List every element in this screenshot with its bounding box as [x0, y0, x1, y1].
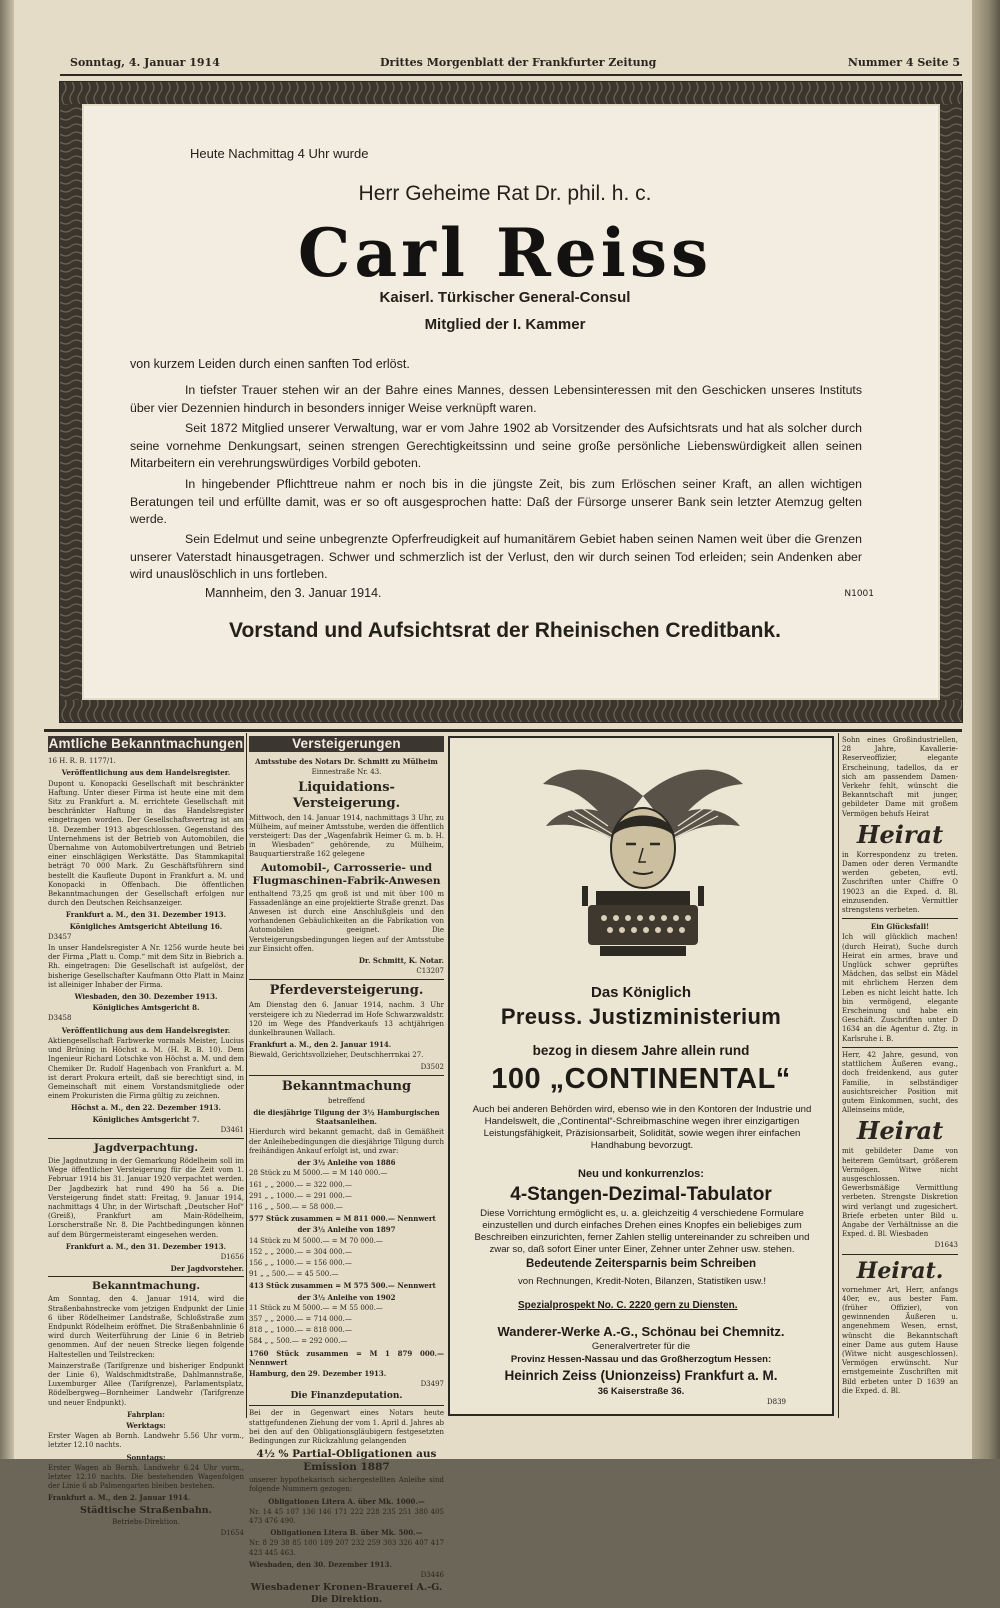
notice-text: unserer hypothekarisch sichergestellten Anleihe sind folgende Nummern gezogen:	[249, 1476, 444, 1494]
notice-heading: Werktags:	[126, 1421, 166, 1430]
obituary-death-line: von kurzem Leiden durch einen sanften Tod erlöst.	[130, 357, 410, 371]
loan-row: 14 Stück zu M 5000.— = M 70 000.—	[249, 1236, 383, 1245]
loan-row: 11 Stück zu M 5000.— = M 55 000.—	[249, 1303, 383, 1312]
obituary-ad-code: N1001	[844, 589, 874, 599]
obligations-title: 4½ % Partial-Obligationen aus Emission 1887	[256, 1448, 437, 1474]
notice-code: D3457	[48, 932, 72, 941]
obituary-honorific: Herr Geheime Rat Dr. phil. h. c.	[358, 182, 652, 205]
loan-total-row: 413 Stück zusammen = M 575 500.— Nennwert	[249, 1281, 436, 1291]
ad-paragraph: Auch bei anderen Behörden wird, ebenso wie in den Kontoren der Industrie und Handelswelt, die „Continental“-Schreibmaschine wegen ihrer einzigartigen Leistungsfähigkeit, Präzisionsarbeit, Solidität, sowie wegen ihrer einfachen Handhabung bevorzugt.	[472, 1104, 812, 1151]
notice-signature: Wiesbadener Kronen-Brauerei A.-G.	[250, 1582, 443, 1594]
personal-ad-title: Heirat	[856, 819, 944, 849]
ad-code: D839	[767, 1398, 786, 1406]
notice-divider	[48, 1138, 244, 1139]
obituary-title-consul: Kaiserl. Türkischer General-Consul	[379, 289, 631, 306]
auction-text: Am Dienstag den 6. Januar 1914, nachm. 3 Uhr versteigere ich zu Niederrad im Hofe Schwarzwaldstr. 120 im Wege des Pfandverkaufs 13 achtjährigen dunkelbraunen Wallach.	[249, 1001, 444, 1038]
header-rule	[60, 74, 962, 76]
auction-code: C13207	[416, 967, 444, 976]
ad-line: Bedeutende Zeitersparnis beim Schreiben	[525, 1258, 757, 1270]
notice-text: Mainzerstraße (Tarifgrenze und bisheriger Endpunkt der Linie 6), Waldschmidtstraße, Dahlmannstraße, Luxemburger Allee (Tarifgrenze), Parlamentsplatz, Rödelbergweg—Bornheimer Landwehr (Tarifgrenze und neuer Endpunkt).	[48, 1361, 244, 1407]
ad-line: Das Königlich	[590, 984, 691, 1001]
right-page-edge	[972, 0, 1000, 1459]
ad-representative: Heinrich Zeiss (Unionzeiss) Frankfurt a. M.	[504, 1368, 778, 1383]
obituary-paragraph-1: In tiefster Trauer stehen wir an der Bahre eines Mannes, dessen Lebensinteressen mit den Geschicken unseres Instituts über vier Dezennien hindurch in besonders inniger Weise verknüpft waren.	[130, 383, 862, 415]
notice-subtitle: betreffend	[327, 1096, 366, 1105]
notice-divider	[48, 1276, 244, 1277]
column-rule	[246, 733, 247, 1418]
personal-ad-divider	[842, 918, 958, 919]
ad-company: Wanderer-Werke A.-G., Schönau bei Chemnitz.	[497, 1324, 785, 1339]
notice-code: D1656	[220, 1252, 244, 1261]
loan-row: 161 „ „ 2000.— = 322 000.—	[249, 1180, 352, 1189]
ad-product-name: 100 „CONTINENTAL“	[491, 1063, 791, 1095]
ad-line: bezog in diesem Jahre allein rund	[532, 1043, 750, 1058]
ad-paragraph: Diese Vorrichtung ermöglicht es, u. a. gleichzeitig 4 verschiedene Formulare einzustellen und durch einfaches Drehen eines Knopfes ein beliebiges zum Beschreiben einzurichten, ferner Zahlen stellig untereinander zu schreiben und zwar so, daß sofort Einer unter Einer, Zehner unter Zehner usw. stehen.	[474, 1208, 810, 1255]
personal-ad-title: Heirat.	[856, 1257, 944, 1284]
notice-text: Erster Wagen ab Bornh. Landwehr 5.56 Uhr vorm., letzter 12.10 nachts.	[48, 1432, 244, 1450]
notice-signature: Die Direktion.	[310, 1595, 383, 1606]
notice-heading: Jagdverpachtung.	[93, 1141, 199, 1154]
personal-ad-title: Heirat	[856, 1116, 944, 1146]
notice-heading: Fahrplan:	[127, 1409, 165, 1419]
personal-ad-text: Sohn eines Großindustriellen, 28 Jahre, Kavallerie-Reserveoffizier, elegante Erscheinung, tadellos, da er sich am passendem Damen-Verkehr fehlt, wünscht die Bekanntschaft mit junger, gebildeter Dame mit großem Vermögen behufs Heirat	[842, 736, 958, 818]
continental-typewriter-ad	[448, 736, 834, 1416]
notice-text: Bei der in Gegenwart eines Notars heute stattgefundenen Ziehung der vom 1. April d. Jahres ab bei den auf den Obligationsgläubigern festgesetzten Bedingungen zur Rückzahlung gelangenden	[249, 1409, 444, 1445]
obligations-heading: Obligationen Litera A. über Mk. 1000.—	[268, 1496, 425, 1506]
header-masthead: Drittes Morgenblatt der Frankfurter Zeitung	[380, 56, 657, 69]
notice-heading: Sonntags:	[126, 1452, 166, 1462]
personal-ad-heading: Ein Glücksfall!	[870, 922, 930, 932]
left-page-edge	[0, 0, 14, 1459]
auctions-column	[249, 734, 444, 1608]
loan-table-1897	[249, 1237, 444, 1291]
obligations-numbers: Nr. 14 45 107 136 146 171 222 228 235 251 380 405 473 476 490.	[249, 1507, 444, 1525]
notice-title: Bekanntmachung	[281, 1078, 412, 1094]
notice-code: D1654	[220, 1528, 244, 1537]
notice-heading: Veröffentlichung aus dem Handelsregister.	[61, 1025, 231, 1035]
column-rule	[838, 733, 839, 1418]
ad-headline: Preuss. Justizministerium	[500, 1004, 782, 1029]
loan-row: 357 „ „ 2000.— = 714 000.—	[249, 1314, 352, 1323]
notice-text: Aktiengesellschaft Farbwerke vormals Meister, Lucius und Brüning in Höchst a. M. (H. R. B. 10). Dem Ingenieur Richard Lotschke von Höchst a. M. und dem Chemiker Dr. Rudolf Hagenbach von Frankfurt a. M. ist derart Prokura erteilt, daß sie berechtigt sind, in Gemeinschaft mit einem Vorstandsmitgliede oder einem Prokuristen die Firma gültig zu zeichnen.	[48, 1036, 244, 1101]
notice-signature: Städtische Straßenbahn.	[80, 1504, 212, 1516]
official-notices-column	[48, 734, 244, 1540]
obituary-place-date: Mannheim, den 3. Januar 1914.	[205, 586, 382, 600]
notice-text: In unser Handelsregister A Nr. 1256 wurde heute bei der Firma „Platt u. Comp.“ mit dem Sitz in Biebrich a. Rh. eingetragen: Die Gesellschaft ist aufgelöst, der bisherige Gesellschafter Kaufmann Otto Platt in Mainz ist alleiniger Inhaber der Firma.	[48, 944, 244, 989]
notice-code: D3497	[420, 1380, 444, 1389]
notice-heading: Bekanntmachung.	[92, 1280, 200, 1293]
auction-title: Pferdeversteigerung.	[269, 983, 424, 999]
auction-code: D3502	[420, 1062, 444, 1071]
notice-subtitle: die diesjährige Tilgung der 3½ Hamburgischen Staatsanleihen.	[253, 1108, 440, 1127]
auction-signature: Frankfurt a. M., den 2. Januar 1914.	[249, 1040, 392, 1050]
auction-title: Liquidations-Versteigerung.	[292, 779, 401, 811]
marriage-ads-column	[842, 734, 958, 1398]
ad-line: Provinz Hessen-Nassau und das Großherzogtum Hessen:	[510, 1354, 772, 1365]
loan-heading: der 3½ Anleihe von 1902	[297, 1292, 396, 1302]
header-page-number: Nummer 4 Seite 5	[847, 56, 960, 69]
notice-code: D3446	[420, 1571, 444, 1579]
auction-office: Amtsstube des Notars Dr. Schmitt zu Mülheim	[255, 757, 438, 767]
notice-signature: Königliches Amtsgericht 8.	[92, 1003, 200, 1013]
personal-ad-text: vornehmer Art, Herr, anfangs 40er, ev., aus bester Fam. (früher Offizier), von gewinnenden Äußeren u. angenehmem Wesen, ernst, wünscht die Bekanntschaft einer Dame aus gutem Hause (Witwe nicht ausgeschlossen). Vermögen erwünscht. Nur ernstgemeinte Zuschriften mit Bild erbeten unter D 1639 an die Exped. d. Bl.	[842, 1285, 958, 1395]
obituary-paragraph-2: Seit 1872 Mitglied unserer Verwaltung, war er vom Jahre 1902 ab Vorsitzender des Aufsichtsrats und hat als solcher durch seine vornehme Denkungsart, seinen strengen Gerechtigkeitssinn und seine große persönliche Liebenswürdigkeit allen seinen Mitarbeitern ein verehrungswürdiges Vorbild geboten.	[130, 421, 862, 470]
obituary-paragraph-4: Sein Edelmut und seine unbegrenzte Opferfreudigkeit auf humanitärem Gebiet haben seinen Namen weit über die Grenzen unserer Vaterstadt hinausgetragen. Schwer und schmerzlich ist der Verlust, den wir durch seinen Tod erleiden; sein Andenken aber wird unauslöschlich in uns fortleben.	[130, 532, 862, 581]
ad-feature-title: 4-Stangen-Dezimal-Tabulator	[510, 1184, 772, 1205]
personal-ad-divider	[842, 1254, 958, 1255]
personal-ad-text: Ich will glücklich machen! (durch Heirat), Suche durch Heirat ein armes, brave und Unglück schwer geprüftes Mädchen, das selbst ein Mädel mit ehrlichem Herzen dem Leben es nicht leicht hatte. Ich bin vermögend, elegante Erscheinung und habe ein Geschäft. Zuschriften unter D 1634 an die Agentur d. Ztg. in Karlsruhe i. B.	[842, 933, 958, 1043]
personal-ad-code: D1643	[934, 1241, 958, 1250]
section-rule	[44, 729, 962, 732]
notice-signature: Höchst a. M., den 22. Dezember 1913.	[71, 1103, 221, 1113]
notice-signature: Hamburg, den 29. Dezember 1913.	[249, 1368, 387, 1378]
notice-signature: Frankfurt a. M., den 31. Dezember 1913.	[65, 1241, 227, 1251]
personal-ad-text: mit gebildeter Dame von heiterem Gemütsart, größerem Vermögen. Witwe nicht ausgeschlossen. Gewerbsmäßige Vermittlung verbeten. Strengste Diskretion wird verlangt und zugesichert. Briefe erbeten unter Bild u. Angabe der Verhältnisse an die Exped. d. Bl. Wiesbaden	[842, 1147, 958, 1239]
obituary-intro: Heute Nachmittag 4 Uhr wurde	[190, 146, 369, 161]
auction-text: Mittwoch, den 14. Januar 1914, nachmittags 3 Uhr, zu Mülheim, auf meiner Amtsstube, werden die öffentlich versteigert: Das der „Wagenfabrik Heimer G. m. b. H. in Wiesbaden“ gehörende, zu Mülheim, Bauquartierstraße 162 gelegene	[249, 813, 444, 859]
loan-row: 291 „ „ 1000.— = 291 000.—	[249, 1191, 352, 1200]
notice-signature: Die Finanzdeputation.	[290, 1391, 403, 1402]
auction-divider	[249, 979, 444, 980]
loan-row: 156 „ „ 1000.— = 156 000.—	[249, 1258, 352, 1267]
loan-row: 28 Stück zu M 5000.— = M 140 000.—	[249, 1169, 388, 1178]
auction-signature: Dr. Schmitt, K. Notar.	[358, 956, 444, 966]
loan-row: 818 „ „ 1000.— = 818 000.—	[249, 1326, 352, 1335]
notice-signature: Der Jagdvorsteher.	[170, 1264, 244, 1274]
ad-address: 36 Kaiserstraße 36.	[597, 1386, 685, 1397]
notice-signature: Wiesbaden, den 30. Dezember 1913.	[249, 1559, 392, 1569]
notice-text: Am Sonntag, den 4. Januar 1914, wird die Straßenbahnstrecke vom jetzigen Endpunkt der Linie 6 über Rödelheimer Landstraße, Schloßstraße zum Endpunkt Rödelheim eröffnet. Die Straßenbahnlinie 6 wird durch Weiterführung der Linie 6 in Betrieb genommen. Auf der neuen Strecke liegen folgende Haltestellen und Teilstrecken:	[48, 1295, 244, 1359]
personal-ad-text: Herr, 42 Jahre, gesund, von stattlichem Äußeren evang., doch freidenkend, aus guter Familie, in selbständiger ausichtsreicher Position mit gutem Einkommen, sucht, des Alleinseins müde,	[842, 1050, 958, 1115]
notice-ref: 16 H. R. B. 1177/1.	[48, 757, 116, 766]
loan-row: 91 „ „ 500.— = 45 500.—	[249, 1270, 339, 1279]
auctions-heading: Versteigerungen	[249, 736, 444, 752]
loan-total-row: 577 Stück zusammen = M 811 000.— Nennwert	[249, 1214, 436, 1224]
notice-text: Erster Wagen ab Bornh. Landwehr 6.24 Uhr vorm., letzter 12.10 nachts. Die bestehenden Wagenfolgen der Linie 6 ab Palmengarten bleiben bestehen.	[48, 1463, 244, 1491]
auction-object: Automobil-, Carrosserie- und Flugmaschinen-Fabrik-Anwesen	[252, 861, 441, 887]
auction-divider	[249, 1075, 444, 1076]
loan-heading: der 3½ Anleihe von 1886	[297, 1158, 396, 1168]
ad-paragraph: von Rechnungen, Kredit-Noten, Bilanzen, Statistiken usw.!	[518, 1276, 766, 1287]
header-date: Sonntag, 4. Januar 1914	[70, 56, 220, 69]
loan-total-row: 1760 Stück zusammen = M 1 879 000.— Nennwert	[249, 1348, 444, 1367]
loan-row: 116 „ „ 500.— = 58 000.—	[249, 1202, 343, 1211]
obligations-heading: Obligationen Litera B. über Mk. 500.—	[270, 1528, 423, 1538]
obituary-signature: Vorstand und Aufsichtsrat der Rheinischen Creditbank.	[229, 619, 781, 642]
obituary-name: Carl Reiss	[297, 214, 713, 292]
notice-signature: Frankfurt a. M., den 31. Dezember 1913.	[65, 910, 227, 920]
loan-table-1886	[249, 1169, 444, 1223]
notice-text: Die Jagdnutzung in der Gemarkung Rödelheim soll im Wege öffentlicher Versteigerung für die Zeit vom 1. Februar 1914 bis 31. Januar 1920 verpachtet werden. Der Jagdbezirk hat rund 490 ha 56 a. Die Versteigerung findet statt: Freitag, 9. Januar 1914, nachmittags 4 Uhr, in der Wirtschaft „Deutscher Hof“ (Greiß), Frankfurt am Main-Rödelheim, Lorscherstraße Nr. 8. Die Pachtbedingungen können auf dem Bürgermeisteramt eingesehen werden.	[48, 1156, 244, 1239]
ad-line: Neu und konkurrenzlos:	[578, 1168, 704, 1180]
obituary-paragraph-3: In hingebender Pflichttreue nahm er noch bis in die jüngste Zeit, bis zum Erlöschen seiner Kraft, an allen wichtigen Beratungen teil und erfüllte damit, was er so oft ausgesprochen hatte: Daß der Fürsorge unserer Bank sein letzter Atemzug gelten werde.	[130, 477, 862, 526]
obligations-numbers: Nr. 8 29 38 85 100 189 207 232 259 303 326 407 417 423 445 463.	[249, 1539, 444, 1557]
auction-address: Einnestraße Nr. 43.	[311, 768, 382, 777]
notice-signature: Wiesbaden, den 30. Dezember 1913.	[74, 992, 218, 1002]
loan-row: 152 „ „ 2000.— = 304 000.—	[249, 1247, 352, 1256]
notice-code: D3458	[48, 1014, 72, 1023]
personal-ad-text: in Korrespondenz zu treten. Damen oder deren Vermandte werden gebeten, evtl. Zuschriften unter Chiffre O 19023 an die Exped. d. Bl. einzusenden. Vermittler strengstens verbeten.	[842, 850, 958, 915]
notice-signature: Königliches Amtsgericht Abteilung 16.	[69, 921, 223, 931]
loan-heading: der 3½ Anleihe von 1897	[297, 1225, 396, 1235]
notice-signature: Frankfurt a. M., den 2. Januar 1914.	[48, 1493, 191, 1503]
notice-text: Dupont u. Konopacki Gesellschaft mit beschränkter Haftung. Unter dieser Firma ist heute eine mit dem Sitz zu Frankfurt a. M. errichtete Gesellschaft mit beschränkter Haftung in das Handelsregister eingetragen worden. Der Gesellschaftsvertrag ist am 18. Dezember 1913 abgeschlossen. Gegenstand des Unternehmens ist der Betrieb von Automobilen, die Übernahme von Automobilvertretungen und Betrieb einer einschlägigen Werkstätte. Das Stammkapital beträgt 70 000 Mark. Zu Geschäftsführern sind bestellt die Kaufleute Dupont in Frankfurt a. M. und Konopacki in Offenbach. Die öffentlichen Bekanntmachungen der Gesellschaft erfolgen nur durch den Deutschen Reichsanzeiger.	[48, 779, 244, 908]
obituary-title-chamber: Mitglied der I. Kammer	[424, 316, 586, 333]
winged-head-typewriter-illustration	[538, 756, 748, 966]
ad-line: Generalvertreter für die	[591, 1341, 691, 1352]
loan-table-1902	[249, 1304, 444, 1367]
official-notices-heading: Amtliche Bekanntmachungen	[48, 736, 244, 751]
notice-code: D3461	[220, 1125, 244, 1134]
auction-text: enthaltend 73,25 qm groß ist und mit über 100 m Fassadenlänge an eine projektierte Straße grenzt. Das Anwesen ist durch eine Anschlußgleis und den vorhandenen Gebäulichkeiten an die Fabrikation von Automobilen geeignet. Die Versteigerungsbedingungen liegen auf der Amtsstube zur Einsicht offen.	[249, 889, 444, 953]
page-header	[70, 56, 960, 72]
notice-signature: Betriebs-Direktion.	[112, 1517, 180, 1526]
personal-ad-divider	[842, 1047, 958, 1048]
loan-row: 584 „ „ 500.— = 292 000.—	[249, 1337, 348, 1346]
auction-signature: Biewald, Gerichtsvollzieher, Deutschherrnkai 27.	[249, 1051, 424, 1060]
notice-divider	[249, 1405, 444, 1406]
ad-prospectus: Spezialprospekt No. C. 2220 gern zu Diensten.	[518, 1300, 738, 1311]
notice-text: Hierdurch wird bekannt gemacht, daß in Gemäßheit der Anleihebedingungen die diesjährige Tilgung durch freihändigen Ankauf erfolgt ist, und zwar:	[249, 1128, 444, 1155]
notice-signature: Königliches Amtsgericht 7.	[92, 1114, 200, 1124]
notice-heading: Veröffentlichung aus dem Handelsregister.	[61, 768, 231, 778]
